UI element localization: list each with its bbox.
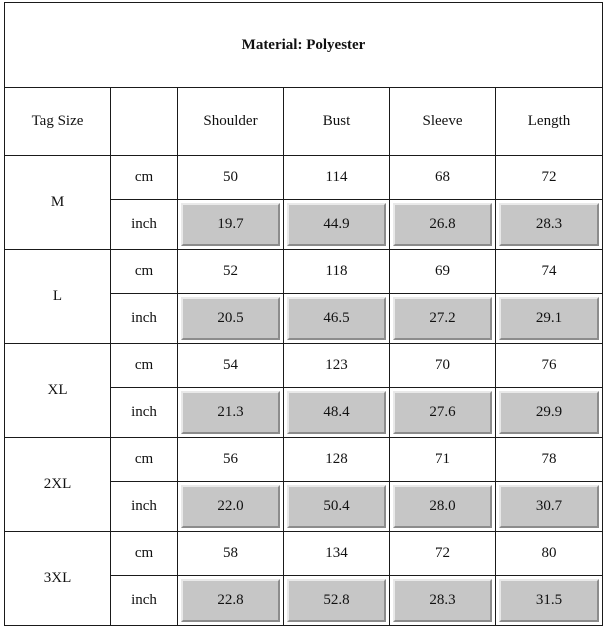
length-inch-value: 30.7	[499, 485, 599, 528]
length-inch-cell	[496, 482, 603, 532]
table-row	[5, 438, 603, 482]
size-table	[4, 2, 603, 626]
bust-cm-value: 128	[284, 438, 390, 482]
shoulder-cm-value: 54	[178, 344, 284, 388]
unit-cm-label: cm	[111, 156, 178, 200]
bust-inch-cell	[284, 294, 390, 344]
bust-cm-value: 134	[284, 532, 390, 576]
unit-inch-label: inch	[111, 294, 178, 344]
sleeve-inch-cell	[390, 388, 496, 438]
shoulder-cm-value: 56	[178, 438, 284, 482]
sleeve-inch-value: 27.2	[393, 297, 492, 340]
shoulder-inch-cell	[178, 200, 284, 250]
shoulder-inch-value: 22.0	[181, 485, 280, 528]
length-inch-cell	[496, 388, 603, 438]
table-row	[5, 344, 603, 388]
unit-inch-label: inch	[111, 482, 178, 532]
bust-inch-cell	[284, 200, 390, 250]
sleeve-cm-value: 70	[390, 344, 496, 388]
unit-inch-label: inch	[111, 200, 178, 250]
unit-inch-label: inch	[111, 388, 178, 438]
sleeve-inch-cell	[390, 482, 496, 532]
shoulder-inch-value: 20.5	[181, 297, 280, 340]
unit-cm-label: cm	[111, 250, 178, 294]
shoulder-inch-value: 22.8	[181, 579, 280, 622]
bust-cm-value: 114	[284, 156, 390, 200]
table-row	[5, 250, 603, 294]
header-sleeve: Sleeve	[390, 88, 496, 156]
sleeve-inch-value: 28.0	[393, 485, 492, 528]
bust-inch-cell	[284, 388, 390, 438]
sleeve-inch-value: 28.3	[393, 579, 492, 622]
length-cm-value: 72	[496, 156, 603, 200]
sleeve-cm-value: 68	[390, 156, 496, 200]
bust-inch-value: 48.4	[287, 391, 386, 434]
shoulder-inch-cell	[178, 388, 284, 438]
length-inch-cell	[496, 200, 603, 250]
table-title: Material: Polyester	[5, 3, 603, 88]
shoulder-cm-value: 50	[178, 156, 284, 200]
unit-inch-label: inch	[111, 576, 178, 626]
header-bust: Bust	[284, 88, 390, 156]
length-inch-cell	[496, 294, 603, 344]
shoulder-cm-value: 58	[178, 532, 284, 576]
bust-inch-value: 50.4	[287, 485, 386, 528]
size-label: XL	[5, 344, 111, 438]
bust-inch-value: 46.5	[287, 297, 386, 340]
unit-cm-label: cm	[111, 438, 178, 482]
bust-inch-value: 44.9	[287, 203, 386, 246]
header-tag-size: Tag Size	[5, 88, 111, 156]
header-unit	[111, 88, 178, 156]
header-row	[5, 88, 603, 156]
size-label: 2XL	[5, 438, 111, 532]
header-length: Length	[496, 88, 603, 156]
bust-inch-cell	[284, 482, 390, 532]
sleeve-cm-value: 69	[390, 250, 496, 294]
bust-cm-value: 118	[284, 250, 390, 294]
sleeve-inch-cell	[390, 294, 496, 344]
bust-cm-value: 123	[284, 344, 390, 388]
size-label: L	[5, 250, 111, 344]
sleeve-inch-value: 27.6	[393, 391, 492, 434]
size-label: 3XL	[5, 532, 111, 626]
length-inch-value: 31.5	[499, 579, 599, 622]
shoulder-cm-value: 52	[178, 250, 284, 294]
length-cm-value: 78	[496, 438, 603, 482]
header-shoulder: Shoulder	[178, 88, 284, 156]
length-inch-value: 29.1	[499, 297, 599, 340]
length-inch-value: 29.9	[499, 391, 599, 434]
length-inch-value: 28.3	[499, 203, 599, 246]
title-row	[5, 3, 603, 88]
sleeve-inch-value: 26.8	[393, 203, 492, 246]
length-cm-value: 80	[496, 532, 603, 576]
table-row	[5, 156, 603, 200]
shoulder-inch-cell	[178, 294, 284, 344]
shoulder-inch-cell	[178, 482, 284, 532]
shoulder-inch-value: 19.7	[181, 203, 280, 246]
size-label: M	[5, 156, 111, 250]
sleeve-cm-value: 71	[390, 438, 496, 482]
shoulder-inch-value: 21.3	[181, 391, 280, 434]
length-cm-value: 74	[496, 250, 603, 294]
bust-inch-value: 52.8	[287, 579, 386, 622]
sleeve-cm-value: 72	[390, 532, 496, 576]
sleeve-inch-cell	[390, 200, 496, 250]
table-row	[5, 532, 603, 576]
unit-cm-label: cm	[111, 344, 178, 388]
length-cm-value: 76	[496, 344, 603, 388]
unit-cm-label: cm	[111, 532, 178, 576]
